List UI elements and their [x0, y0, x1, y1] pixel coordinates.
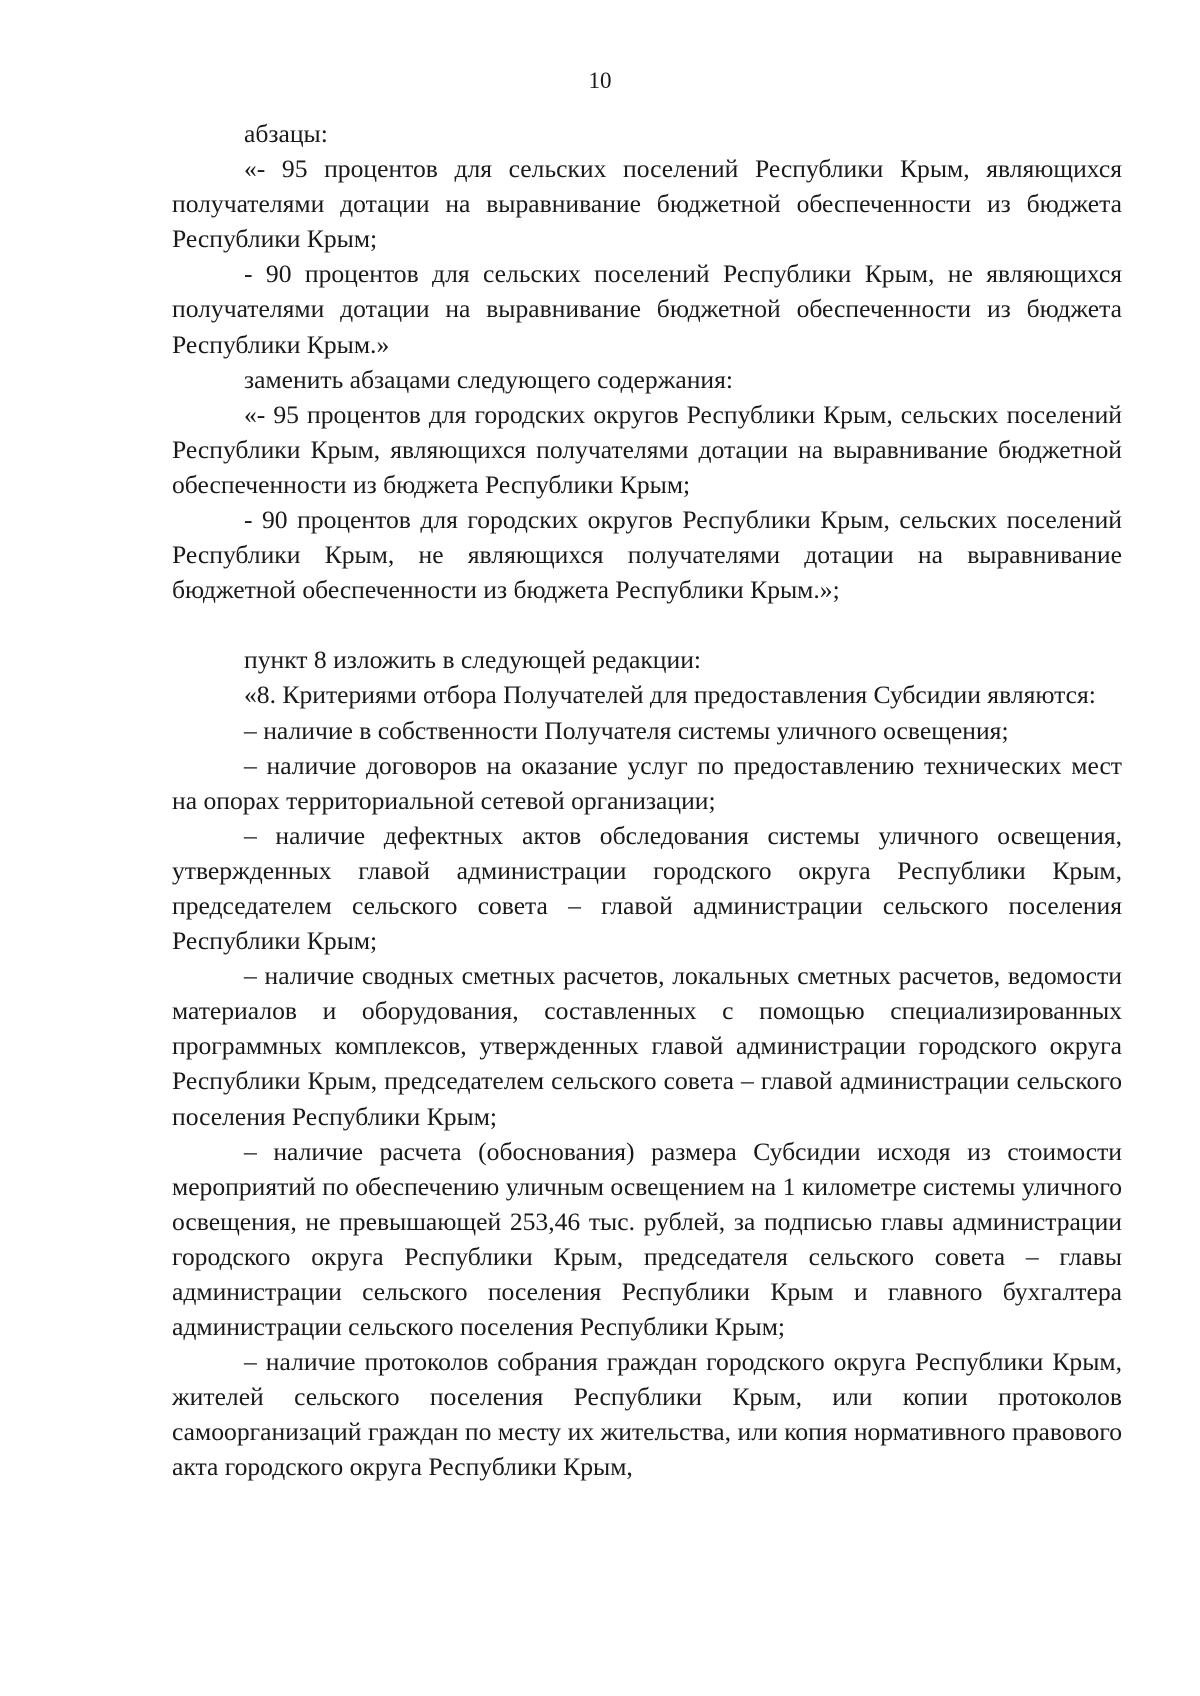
- criterion-subsidy-calculation: – наличие расчета (обоснования) размера Субсидии исходя из стоимости мероприятий по обеспечению уличным освещением на 1 километре системы уличного освещения, не превышающей 253,46 тыс. рублей, за подписью главы администрации городского округа Республики Крым, председателя сельского совета – главы администрации сельского поселения Республики Крым и главного бухгалтера администрации сельского поселения Республики Крым;: [172, 1136, 1122, 1342]
- paragraph-criteria-heading: «8. Критериями отбора Получателей для предоставления Субсидии являются:: [244, 680, 1096, 710]
- paragraph-new-95-percent: «- 95 процентов для городских округов Республики Крым, сельских поселений Республики Крым, являющихся получателями дотации на выравнивание бюджетной обеспеченности из бюджета Республики Крым;: [172, 399, 1122, 499]
- criterion-street-lighting-ownership: – наличие в собственности Получателя системы уличного освещения;: [244, 715, 1009, 745]
- criterion-citizens-meeting-protocols: – наличие протоколов собрания граждан городского округа Республики Крым, жителей сельского поселения Республики Крым, или копии протоколов самоорганизаций граждан по месту их жительства, или копия нормативного правового акта городского округа Республики Крым,: [172, 1347, 1122, 1482]
- paragraph-old-95-percent: «- 95 процентов для сельских поселений Республики Крым, являющихся получателями дотации на выравнивание бюджетной обеспеченности из бюджета Республики Крым;: [172, 154, 1122, 254]
- criterion-estimate-calculations: – наличие сводных сметных расчетов, локальных сметных расчетов, ведомости материалов и оборудования, составленных с помощью специализированных программных комплексов, утвержденных главой администрации городского округа Республики Крым, председателем сельского совета – главой администрации сельского поселения Республики Крым;: [172, 961, 1122, 1131]
- document-body: [172, 116, 1122, 1485]
- paragraph-spacer: [172, 607, 1122, 642]
- paragraph-replace-instruction: заменить абзацами следующего содержания:: [244, 364, 734, 394]
- paragraph-point-8-instruction: пункт 8 изложить в следующей редакции:: [244, 645, 702, 675]
- paragraph-old-90-percent: - 90 процентов для сельских поселений Республики Крым, не являющихся получателями дотации на выравнивание бюджетной обеспеченности из бюджета Республики Крым.»: [172, 259, 1122, 359]
- criterion-technical-places-contracts: – наличие договоров на оказание услуг по предоставлению технических мест на опорах территориальной сетевой организации;: [172, 750, 1122, 815]
- page-number: 10: [588, 68, 612, 93]
- criterion-defect-acts: – наличие дефектных актов обследования системы уличного освещения, утвержденных главой администрации городского округа Республики Крым, председателем сельского совета – главой администрации сельского поселения Республики Крым;: [172, 820, 1122, 956]
- paragraph-new-90-percent: - 90 процентов для городских округов Республики Крым, сельских поселений Республики Крым, не являющихся получателями дотации на выравнивание бюджетной обеспеченности из бюджета Республики Крым.»;: [172, 505, 1122, 605]
- paragraph-abzacy: абзацы:: [244, 119, 328, 148]
